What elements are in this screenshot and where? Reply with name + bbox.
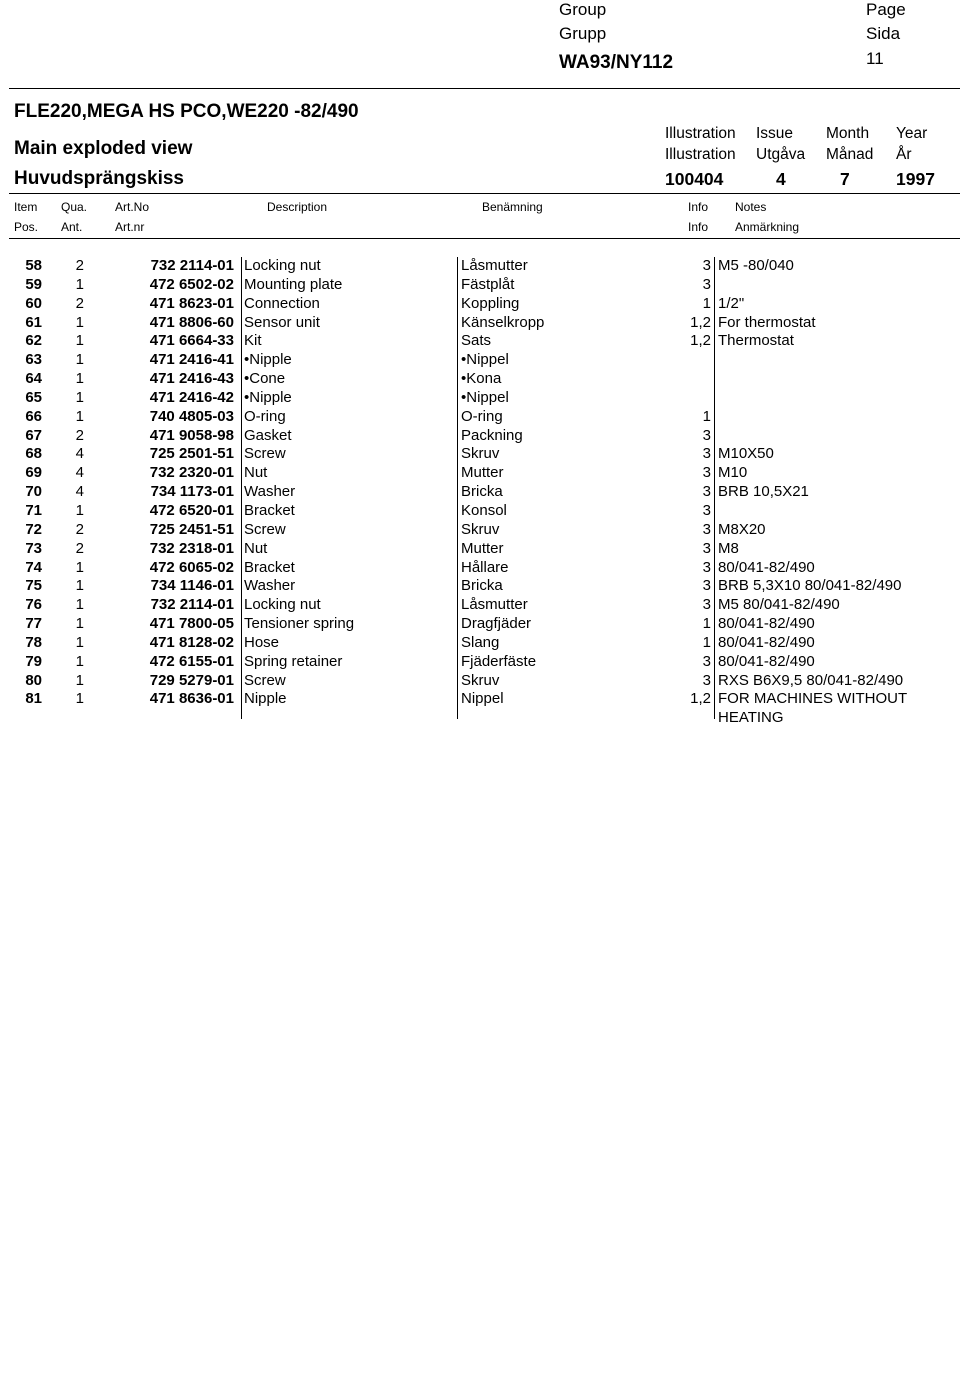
table-row [0, 672, 960, 691]
table-row [0, 314, 960, 333]
month-label-en: Month [826, 125, 870, 142]
notes: M5 -80/040 [718, 257, 794, 274]
notes: For thermostat [718, 313, 816, 331]
month-label-sv: Månad [826, 146, 874, 163]
info-code: 3 [702, 483, 711, 501]
quantity: 2 [75, 294, 84, 312]
item-number: 60 [25, 294, 42, 312]
article-number: 471 8806-60 [149, 313, 234, 331]
quantity: 4 [75, 445, 84, 463]
group-value: WA93/NY112 [559, 52, 674, 73]
col-item-sv: Pos. [14, 220, 39, 234]
benamning: Bricka [461, 483, 503, 501]
article-number: 471 6664-33 [149, 332, 234, 350]
info-code: 3 [702, 445, 711, 463]
quantity: 1 [75, 690, 84, 708]
description: Locking nut [244, 257, 321, 274]
article-number: 732 2114-01 [150, 257, 234, 274]
notes: FOR MACHINES WITHOUT [718, 690, 908, 708]
description: Washer [244, 483, 296, 501]
article-number: 732 2114-01 [150, 596, 234, 614]
benamning: Mutter [461, 539, 504, 557]
table-row [0, 540, 960, 559]
benamning: Konsol [461, 501, 507, 519]
table-row [0, 653, 960, 672]
info-code: 3 [702, 652, 711, 670]
page-number: 11 [866, 49, 884, 68]
article-number: 471 2416-43 [149, 370, 234, 388]
table-row [0, 427, 960, 446]
table-row [0, 389, 960, 408]
description: •Nipple [244, 388, 292, 406]
quantity: 2 [75, 257, 84, 274]
col-info-en: Info [688, 200, 709, 214]
quantity: 1 [75, 351, 84, 369]
benamning: Låsmutter [461, 596, 528, 614]
year-value: 1997 [896, 169, 935, 189]
benamning: Slang [461, 633, 500, 651]
table-row [0, 596, 960, 615]
benamning: Skruv [461, 671, 500, 689]
item-number: 74 [25, 558, 42, 576]
item-number: 66 [25, 407, 42, 425]
col-notes-sv: Anmärkning [735, 220, 800, 234]
col-notes-en: Notes [735, 200, 767, 214]
quantity: 1 [75, 501, 84, 519]
description: Mounting plate [244, 275, 343, 293]
description: Bracket [244, 558, 295, 576]
machine-title: FLE220,MEGA HS PCO,WE220 -82/490 [14, 101, 359, 122]
table-row [0, 502, 960, 521]
notes-continued: HEATING [718, 709, 784, 727]
item-number: 76 [25, 596, 42, 614]
table-row [0, 276, 960, 295]
benamning: Låsmutter [461, 257, 528, 274]
quantity: 2 [75, 539, 84, 557]
item-number: 58 [25, 257, 42, 274]
table-row [0, 464, 960, 483]
info-code: 1,2 [690, 313, 711, 331]
notes: Thermostat [718, 332, 794, 350]
info-code: 3 [702, 577, 711, 595]
quantity: 1 [75, 671, 84, 689]
description: Nut [244, 539, 268, 557]
article-number: 471 7800-05 [149, 615, 234, 633]
benamning: Packning [461, 426, 523, 444]
info-code: 3 [702, 464, 711, 482]
item-number: 70 [25, 483, 42, 501]
article-number: 471 8128-02 [149, 633, 234, 651]
table-row [0, 408, 960, 427]
notes: 80/041-82/490 [718, 558, 815, 576]
quantity: 4 [75, 483, 84, 501]
article-number: 471 9058-98 [149, 426, 234, 444]
quantity: 1 [75, 332, 84, 350]
table-row [0, 690, 960, 728]
info-code: 1,2 [690, 690, 711, 708]
item-number: 64 [25, 370, 42, 388]
col-qty-sv: Ant. [61, 220, 83, 234]
item-number: 80 [25, 671, 42, 689]
item-number: 68 [25, 445, 42, 463]
table-row [0, 577, 960, 596]
view-title-en: Main exploded view [14, 138, 193, 159]
benamning: Mutter [461, 464, 504, 482]
description: Nipple [244, 690, 287, 708]
item-number: 75 [25, 577, 42, 595]
description: Locking nut [244, 596, 321, 614]
item-number: 62 [25, 332, 42, 350]
quantity: 1 [75, 388, 84, 406]
col-art-sv: Art.nr [115, 220, 145, 234]
benamning: Sats [461, 332, 492, 350]
description: Screw [244, 520, 286, 538]
group-label-en: Group [559, 0, 607, 19]
month-value: 7 [840, 169, 850, 189]
item-number: 61 [25, 313, 42, 331]
description: Washer [244, 577, 296, 595]
notes: RXS B6X9,5 80/041-82/490 [718, 671, 904, 689]
table-row [0, 634, 960, 653]
page-label-sv: Sida [866, 24, 901, 43]
description: Screw [244, 445, 286, 463]
info-code: 3 [702, 520, 711, 538]
info-code: 3 [702, 275, 711, 293]
benamning: Dragfjäder [461, 615, 532, 633]
info-code: 1 [702, 633, 711, 651]
table-row [0, 445, 960, 464]
article-number: 734 1146-01 [150, 577, 234, 595]
quantity: 1 [75, 633, 84, 651]
benamning: O-ring [461, 407, 503, 425]
description: Screw [244, 671, 286, 689]
year-label-en: Year [896, 125, 928, 142]
col-item-en: Item [14, 200, 38, 214]
quantity: 1 [75, 615, 84, 633]
article-number: 471 2416-41 [149, 351, 234, 369]
item-number: 77 [25, 615, 42, 633]
quantity: 2 [75, 520, 84, 538]
info-code: 3 [702, 257, 711, 274]
description: Connection [244, 294, 320, 312]
issue-label-en: Issue [756, 125, 794, 142]
illustration-value: 100404 [665, 169, 724, 189]
table-row [0, 559, 960, 578]
col-ben: Benämning [482, 200, 543, 214]
table-row [0, 615, 960, 634]
quantity: 4 [75, 464, 84, 482]
item-number: 71 [25, 501, 42, 519]
notes: M10X50 [718, 445, 774, 463]
benamning: Känselkropp [461, 313, 545, 331]
info-code: 1 [702, 294, 711, 312]
description: Sensor unit [244, 313, 320, 331]
col-qty-en: Qua. [61, 200, 88, 214]
benamning: •Kona [461, 370, 502, 388]
notes: 80/041-82/490 [718, 633, 815, 651]
notes: M5 80/041-82/490 [718, 596, 840, 614]
item-number: 72 [25, 520, 42, 538]
article-number: 740 4805-03 [149, 407, 234, 425]
col-info-sv: Info [688, 220, 709, 234]
table-row [0, 295, 960, 314]
info-code: 3 [702, 558, 711, 576]
table-row [0, 332, 960, 351]
item-number: 73 [25, 539, 42, 557]
article-number: 472 6520-01 [149, 501, 234, 519]
description: Bracket [244, 501, 295, 519]
item-number: 59 [25, 275, 42, 293]
table-row [0, 351, 960, 370]
quantity: 1 [75, 275, 84, 293]
item-number: 69 [25, 464, 42, 482]
info-code: 1 [702, 615, 711, 633]
description: •Nipple [244, 351, 292, 369]
issue-label-sv: Utgåva [756, 146, 806, 163]
article-number: 734 1173-01 [150, 483, 234, 501]
year-label-sv: År [896, 146, 912, 163]
description: •Cone [244, 370, 286, 388]
benamning: Bricka [461, 577, 503, 595]
quantity: 2 [75, 426, 84, 444]
benamning: Hållare [461, 558, 509, 576]
table-row [0, 257, 960, 276]
notes: M8 [718, 539, 739, 557]
parts-table [0, 257, 960, 728]
article-number: 725 2501-51 [149, 445, 234, 463]
col-art-en: Art.No [115, 200, 150, 214]
article-number: 732 2318-01 [149, 539, 234, 557]
description: Spring retainer [244, 652, 343, 670]
info-code: 3 [702, 671, 711, 689]
title-divider [9, 193, 960, 194]
description: O-ring [244, 407, 286, 425]
description: Nut [244, 464, 268, 482]
description: Hose [244, 633, 280, 651]
notes: 80/041-82/490 [718, 615, 815, 633]
header-divider [9, 88, 960, 89]
notes: M10 [718, 464, 748, 482]
benamning: Nippel [461, 690, 504, 708]
item-number: 67 [25, 426, 42, 444]
quantity: 1 [75, 407, 84, 425]
info-code: 3 [702, 501, 711, 519]
notes: BRB 10,5X21 [718, 483, 809, 501]
quantity: 1 [75, 652, 84, 670]
table-row [0, 521, 960, 540]
quantity: 1 [75, 596, 84, 614]
quantity: 1 [75, 577, 84, 595]
info-code: 3 [702, 539, 711, 557]
issue-value: 4 [776, 169, 786, 189]
quantity: 1 [75, 370, 84, 388]
item-number: 65 [25, 388, 42, 406]
item-number: 78 [25, 633, 42, 651]
benamning: Koppling [461, 294, 520, 312]
article-number: 471 2416-42 [149, 388, 234, 406]
view-title-sv: Huvudsprängskiss [14, 168, 184, 189]
article-number: 471 8623-01 [149, 294, 234, 312]
article-number: 472 6065-02 [149, 558, 234, 576]
info-code: 3 [702, 426, 711, 444]
article-number: 732 2320-01 [149, 464, 234, 482]
article-number: 472 6155-01 [149, 652, 234, 670]
page-label-en: Page [866, 0, 906, 19]
info-code: 1,2 [690, 332, 711, 350]
group-label-sv: Grupp [559, 24, 607, 43]
benamning: •Nippel [461, 351, 509, 369]
notes: BRB 5,3X10 80/041-82/490 [718, 577, 902, 595]
notes: 80/041-82/490 [718, 652, 815, 670]
article-number: 471 8636-01 [149, 690, 234, 708]
table-row [0, 370, 960, 389]
quantity: 1 [75, 313, 84, 331]
notes: M8X20 [718, 520, 766, 538]
article-number: 729 5279-01 [149, 671, 234, 689]
info-code: 1 [702, 407, 711, 425]
table-row [0, 483, 960, 502]
description: Gasket [244, 426, 292, 444]
benamning: •Nippel [461, 388, 509, 406]
quantity: 1 [75, 558, 84, 576]
column-header-divider [9, 238, 960, 239]
illustration-label-sv: Illustration [665, 146, 736, 163]
col-desc-en: Description [267, 200, 328, 214]
notes: 1/2" [718, 294, 745, 312]
item-number: 63 [25, 351, 42, 369]
illustration-label-en: Illustration [665, 125, 736, 142]
benamning: Fjäderfäste [461, 652, 537, 670]
article-number: 725 2451-51 [149, 520, 234, 538]
item-number: 79 [25, 652, 42, 670]
description: Tensioner spring [244, 615, 355, 633]
benamning: Skruv [461, 520, 500, 538]
item-number: 81 [25, 690, 42, 708]
article-number: 472 6502-02 [149, 275, 234, 293]
benamning: Fästplåt [461, 275, 515, 293]
description: Kit [244, 332, 262, 350]
benamning: Skruv [461, 445, 500, 463]
info-code: 3 [702, 596, 711, 614]
